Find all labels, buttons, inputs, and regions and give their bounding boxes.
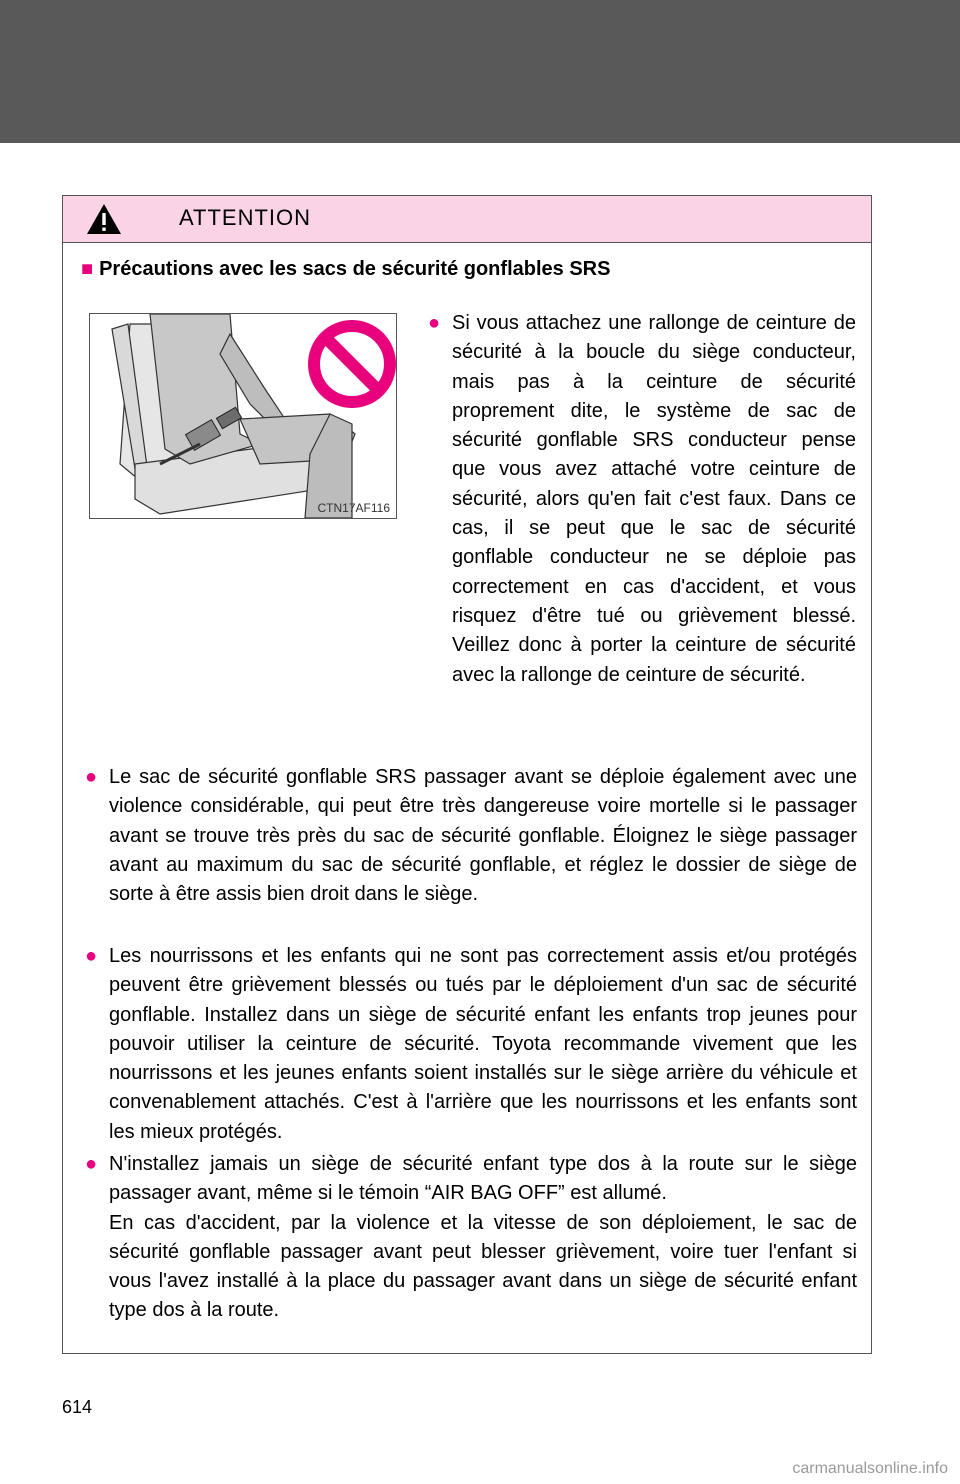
bullet-text: N'installez jamais un siège de sécurité enfant type dos à la route sur le siège passager avant, même si le témoin “AIR BAG OFF” est allumé. — [109, 1153, 857, 1205]
bullet-item — [85, 763, 857, 909]
section-square-icon: ■ — [81, 258, 94, 280]
seat-illustration — [90, 314, 396, 518]
watermark-text: carmanualsonline.info — [792, 1460, 948, 1477]
warning-box — [62, 195, 872, 1354]
bullet-item — [428, 309, 856, 690]
top-header-band — [0, 0, 960, 143]
section-title: Précautions avec les sacs de sécurité gonflables SRS — [99, 258, 611, 280]
bullet-dot-icon: ● — [85, 1153, 98, 1175]
page-number: 614 — [62, 1397, 93, 1417]
illustration-code: CTN17AF116 — [317, 501, 390, 515]
bullet-text: Si vous attachez une rallonge de ceinture de sécurité à la boucle du siège conducteur, mais pas à la ceinture de sécurité proprement dite, le système de sac de sécurité gonflable SRS conducteur pense que vous avez attaché votre ceinture de sécurité, alors qu'en fait c'est faux. Dans ce cas, il se peut que le sac de sécurité gonflable conducteur ne se déploie pas correctement en cas d'accident, et vous risquez d'être tué ou grièvement blessé. Veillez donc à porter la ceinture de sécurité avec la rallonge de ceinture de sécurité. — [452, 312, 856, 686]
bullet-dot-icon: ● — [85, 945, 98, 967]
bullet-text: Le sac de sécurité gonflable SRS passager avant se déploie également avec une violence considérable, qui peut être très dangereuse voire mortelle si le passager avant se trouve très près du sac de sécurité gonflable. Éloignez le siège passager avant au maximum du sac de sécurité gonflable, et réglez le dossier de siège de sorte à être assis bien droit dans le siège. — [109, 766, 857, 906]
bullet-dot-icon: ● — [428, 312, 441, 334]
bullet-continuation-text: En cas d'accident, par la violence et la vitesse de son déploiement, le sac de sécurité gonflable passager avant peut blesser grièvement, voire tuer l'enfant si vous l'avez installé à la place du passager avant dans un siège de sécurité enfant type dos à la route. — [109, 1211, 857, 1322]
bullet-item — [85, 942, 857, 1147]
bullet-text: Les nourrissons et les enfants qui ne sont pas correctement assis et/ou protégés peuvent être grièvement blessés ou tués par le déploiement d'un sac de sécurité gonflable. Installez dans un siège de sécurité enfant les enfants trop jeunes pour pouvoir utiliser la ceinture de sécurité. Toyota recommande vivement que les nourrissons et les jeunes enfants soient installés sur le siège arrière du véhicule et convenablement attachés. C'est à l'arrière que les nourrissons et les enfants sont les mieux protégés. — [109, 945, 857, 1143]
illustration-seatbelt-extender — [89, 313, 397, 519]
warning-triangle-icon — [85, 202, 123, 236]
warning-title: ATTENTION — [179, 205, 312, 230]
section-heading — [81, 258, 610, 281]
prohibition-icon — [314, 326, 390, 402]
warning-header — [63, 196, 871, 243]
bullet-dot-icon: ● — [85, 766, 98, 788]
bullet-item — [85, 1150, 857, 1326]
